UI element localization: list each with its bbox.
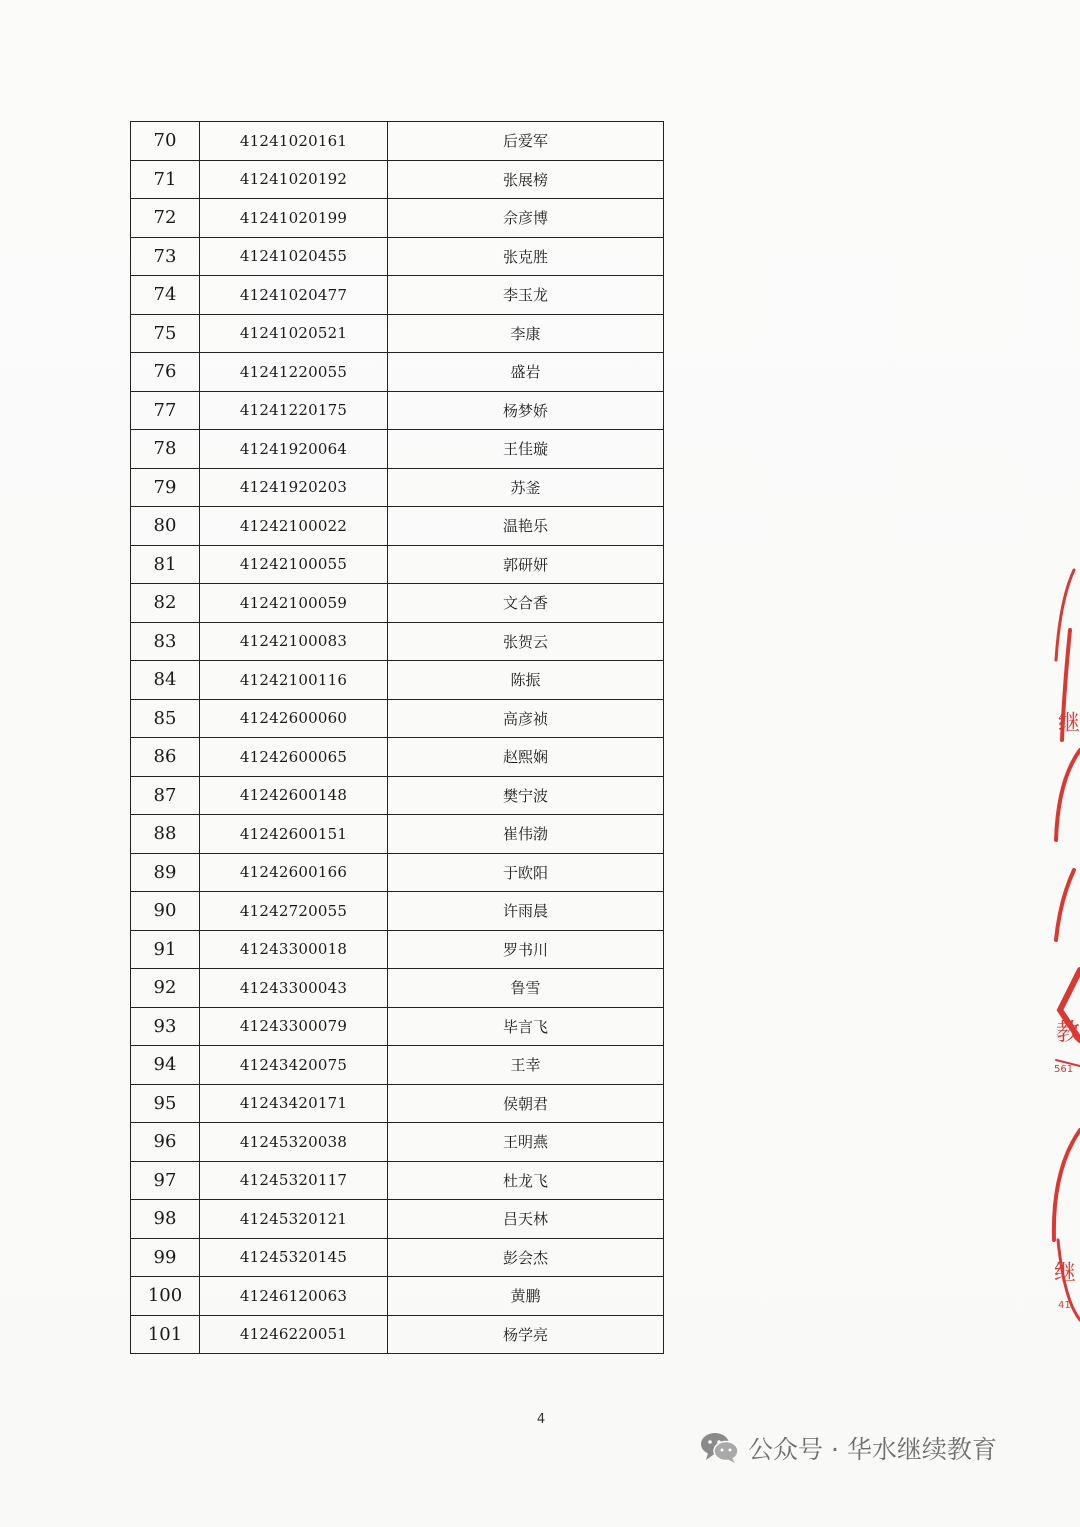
student-name: 杜龙飞 — [388, 1161, 664, 1200]
row-number: 92 — [131, 969, 200, 1008]
student-name: 黄鹏 — [388, 1277, 664, 1316]
student-id: 41243300079 — [200, 1007, 388, 1046]
table-row — [131, 314, 664, 353]
table-row — [131, 699, 664, 738]
row-number: 75 — [131, 314, 200, 353]
student-name: 王佳璇 — [388, 430, 664, 469]
student-id: 41241020161 — [200, 122, 388, 161]
table-row — [131, 892, 664, 931]
row-number: 81 — [131, 545, 200, 584]
table-row — [131, 1123, 664, 1162]
seal-fragment: 41 — [1058, 1300, 1071, 1311]
table-row — [131, 430, 664, 469]
student-id: 41241920064 — [200, 430, 388, 469]
student-name: 彭会杰 — [388, 1238, 664, 1277]
student-name: 毕言飞 — [388, 1007, 664, 1046]
student-id: 41242100059 — [200, 584, 388, 623]
seal-fragment: 561 — [1054, 1064, 1074, 1075]
row-number: 99 — [131, 1238, 200, 1277]
row-number: 89 — [131, 853, 200, 892]
seal-fragment: 教 — [1056, 1018, 1080, 1046]
student-id: 41245320121 — [200, 1200, 388, 1239]
row-number: 86 — [131, 738, 200, 777]
student-id: 41241020521 — [200, 314, 388, 353]
table-row — [131, 122, 664, 161]
student-name: 盛岩 — [388, 353, 664, 392]
student-id: 41241020199 — [200, 199, 388, 238]
row-number: 93 — [131, 1007, 200, 1046]
table-row — [131, 353, 664, 392]
seal-fragment: 继 — [1054, 1261, 1077, 1286]
student-name: 王明燕 — [388, 1123, 664, 1162]
row-number: 100 — [131, 1277, 200, 1316]
table-row — [131, 661, 664, 700]
table-row — [131, 1161, 664, 1200]
student-id: 41245320117 — [200, 1161, 388, 1200]
student-id: 41245320145 — [200, 1238, 388, 1277]
student-id: 41242100022 — [200, 507, 388, 546]
table-row — [131, 1277, 664, 1316]
row-number: 95 — [131, 1084, 200, 1123]
roster-body — [131, 122, 664, 1354]
student-name: 樊宁波 — [388, 776, 664, 815]
table-row — [131, 391, 664, 430]
row-number: 85 — [131, 699, 200, 738]
student-id: 41241020477 — [200, 276, 388, 315]
table-row — [131, 1007, 664, 1046]
row-number: 74 — [131, 276, 200, 315]
student-name: 于欧阳 — [388, 853, 664, 892]
table-row — [131, 776, 664, 815]
student-id: 41243300018 — [200, 930, 388, 969]
row-number: 83 — [131, 622, 200, 661]
row-number: 76 — [131, 353, 200, 392]
student-name: 张克胜 — [388, 237, 664, 276]
student-id: 41242600065 — [200, 738, 388, 777]
row-number: 79 — [131, 468, 200, 507]
student-id: 41242600060 — [200, 699, 388, 738]
table-row — [131, 1315, 664, 1354]
student-name: 许雨晨 — [388, 892, 664, 931]
student-name: 崔伟渤 — [388, 815, 664, 854]
table-row — [131, 545, 664, 584]
student-id: 41242720055 — [200, 892, 388, 931]
watermark-text: 公众号 · 华水继续教育 — [748, 1435, 997, 1464]
student-id: 41242100083 — [200, 622, 388, 661]
student-name: 罗书川 — [388, 930, 664, 969]
student-name: 李康 — [388, 314, 664, 353]
table-row — [131, 1200, 664, 1239]
student-name: 侯朝君 — [388, 1084, 664, 1123]
table-row — [131, 738, 664, 777]
row-number: 73 — [131, 237, 200, 276]
row-number: 98 — [131, 1200, 200, 1239]
student-name: 郭研妍 — [388, 545, 664, 584]
student-name: 王幸 — [388, 1046, 664, 1085]
student-id: 41241220175 — [200, 391, 388, 430]
wechat-watermark — [700, 1430, 1060, 1466]
table-row — [131, 468, 664, 507]
student-name: 李玉龙 — [388, 276, 664, 315]
row-number: 82 — [131, 584, 200, 623]
row-number: 70 — [131, 122, 200, 161]
student-name: 鲁雪 — [388, 969, 664, 1008]
table-row — [131, 1046, 664, 1085]
student-id: 41242100055 — [200, 545, 388, 584]
student-roster-table — [130, 121, 664, 1354]
row-number: 88 — [131, 815, 200, 854]
page-number: 4 — [536, 1412, 546, 1427]
table-row — [131, 199, 664, 238]
table-row — [131, 930, 664, 969]
student-name: 赵熙娴 — [388, 738, 664, 777]
student-name: 文合香 — [388, 584, 664, 623]
table-row — [131, 853, 664, 892]
row-number: 91 — [131, 930, 200, 969]
wechat-icon — [700, 1431, 740, 1465]
student-id: 41243420075 — [200, 1046, 388, 1085]
student-id: 41246220051 — [200, 1315, 388, 1354]
table-row — [131, 507, 664, 546]
row-number: 97 — [131, 1161, 200, 1200]
student-id: 41242100116 — [200, 661, 388, 700]
student-name: 张贺云 — [388, 622, 664, 661]
student-name: 后爱军 — [388, 122, 664, 161]
row-number: 80 — [131, 507, 200, 546]
row-number: 78 — [131, 430, 200, 469]
student-name: 杨梦娇 — [388, 391, 664, 430]
red-seal — [1030, 540, 1080, 1360]
student-id: 41242600166 — [200, 853, 388, 892]
student-name: 杨学亮 — [388, 1315, 664, 1354]
row-number: 90 — [131, 892, 200, 931]
student-id: 41245320038 — [200, 1123, 388, 1162]
table-row — [131, 622, 664, 661]
student-id: 41242600151 — [200, 815, 388, 854]
student-name: 温艳乐 — [388, 507, 664, 546]
row-number: 77 — [131, 391, 200, 430]
table-row — [131, 1238, 664, 1277]
student-name: 张展榜 — [388, 160, 664, 199]
student-id: 41241220055 — [200, 353, 388, 392]
student-id: 41241020455 — [200, 237, 388, 276]
row-number: 72 — [131, 199, 200, 238]
student-id: 41241920203 — [200, 468, 388, 507]
row-number: 94 — [131, 1046, 200, 1085]
seal-fragment: 继 — [1058, 711, 1080, 736]
table-row — [131, 1084, 664, 1123]
table-row — [131, 584, 664, 623]
row-number: 96 — [131, 1123, 200, 1162]
student-id: 41246120063 — [200, 1277, 388, 1316]
table-row — [131, 237, 664, 276]
student-name: 佘彦博 — [388, 199, 664, 238]
table-row — [131, 969, 664, 1008]
student-id: 41243420171 — [200, 1084, 388, 1123]
student-name: 吕天林 — [388, 1200, 664, 1239]
row-number: 71 — [131, 160, 200, 199]
row-number: 84 — [131, 661, 200, 700]
row-number: 101 — [131, 1315, 200, 1354]
student-name: 陈振 — [388, 661, 664, 700]
row-number: 87 — [131, 776, 200, 815]
student-id: 41243300043 — [200, 969, 388, 1008]
student-name: 高彦祯 — [388, 699, 664, 738]
table-row — [131, 815, 664, 854]
table-row — [131, 160, 664, 199]
student-id: 41241020192 — [200, 160, 388, 199]
student-id: 41242600148 — [200, 776, 388, 815]
student-name: 苏釜 — [388, 468, 664, 507]
table-row — [131, 276, 664, 315]
